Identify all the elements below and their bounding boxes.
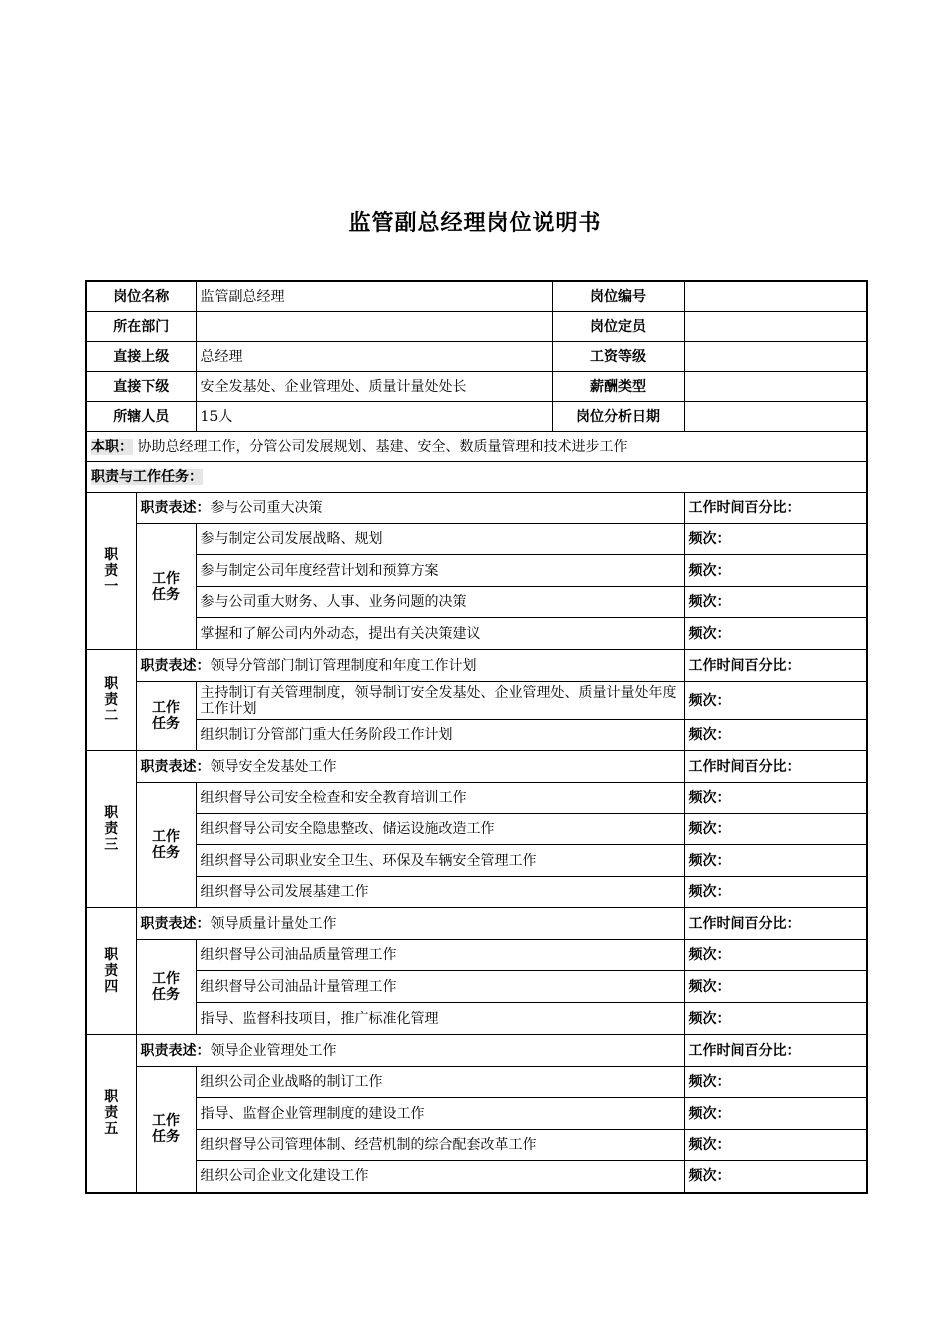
info-value	[196, 312, 552, 342]
task-row	[86, 720, 867, 751]
info-label: 直接下级	[86, 372, 196, 402]
task-row	[86, 814, 867, 845]
duty-label: 本职：	[91, 438, 133, 455]
duty-description-row	[86, 751, 867, 783]
frequency-label: 频次：	[684, 1067, 867, 1098]
page-title: 监管副总经理岗位说明书	[348, 211, 602, 236]
info-row	[86, 402, 867, 432]
frequency-label: 频次：	[684, 587, 867, 618]
task-text: 组织督导公司油品计量管理工作	[196, 971, 684, 1003]
info-label: 岗位名称	[86, 281, 196, 312]
frequency-label: 频次：	[684, 720, 867, 751]
task-text: 组织督导公司管理体制、经营机制的综合配套改革工作	[196, 1130, 684, 1161]
section-name-char: 职	[104, 1089, 119, 1106]
duty-description-text: 领导安全发基处工作	[210, 758, 337, 775]
duty-description-text: 领导企业管理处工作	[210, 1042, 337, 1059]
duty-description-cell	[136, 751, 684, 783]
duty-description-row	[86, 908, 867, 940]
task-text: 掌握和了解公司内外动态，提出有关决策建议	[196, 618, 684, 650]
task-row	[86, 587, 867, 618]
frequency-label: 频次：	[684, 1098, 867, 1130]
frequency-label: 频次：	[684, 1003, 867, 1035]
info-label: 岗位编号	[552, 281, 684, 312]
duty-description-row	[86, 1035, 867, 1067]
section-name-char: 职	[104, 947, 119, 963]
work-task-label	[136, 524, 196, 650]
info-value	[684, 342, 867, 372]
task-row	[86, 682, 867, 720]
duty-description-text: 参与公司重大决策	[210, 500, 323, 516]
task-text: 参与公司重大财务、人事、业务问题的决策	[196, 587, 684, 618]
frequency-label: 频次：	[684, 814, 867, 845]
duty-description-label: 职责表述：	[140, 657, 211, 674]
work-task-label	[136, 783, 196, 908]
frequency-label: 频次：	[684, 682, 867, 720]
task-text: 参与制定公司发展战略、规划	[196, 524, 684, 555]
frequency-label: 频次：	[684, 940, 867, 971]
tasks-header-row	[86, 462, 867, 493]
section-name-char: 职	[104, 805, 119, 821]
section-name	[86, 908, 136, 1035]
work-task-label	[136, 940, 196, 1035]
task-row	[86, 877, 867, 908]
info-value	[684, 281, 867, 312]
frequency-label: 频次：	[684, 971, 867, 1003]
task-text: 参与制定公司年度经营计划和预算方案	[196, 555, 684, 587]
task-row	[86, 971, 867, 1003]
info-row	[86, 281, 867, 312]
duty-description-text: 领导分管部门制订管理制度和年度工作计划	[210, 657, 477, 674]
task-row	[86, 555, 867, 587]
section-name	[86, 650, 136, 751]
work-task-label-line: 任务	[152, 987, 180, 1003]
task-text: 组织公司企业文化建设工作	[196, 1161, 684, 1193]
task-text: 组织制订分管部门重大任务阶段工作计划	[196, 720, 684, 751]
tasks-header-cell	[86, 462, 867, 493]
section-name-char: 职	[104, 676, 119, 692]
section-name	[86, 493, 136, 650]
section-name-char: 二	[104, 708, 119, 724]
duty-description-label: 职责表述：	[140, 1042, 211, 1059]
task-row	[86, 1130, 867, 1161]
info-row	[86, 312, 867, 342]
info-value: 15人	[196, 402, 552, 432]
frequency-label: 频次：	[684, 845, 867, 877]
task-text: 组织督导公司安全隐患整改、储运设施改造工作	[196, 814, 684, 845]
section-name-char: 责	[104, 563, 119, 579]
frequency-label: 频次：	[684, 783, 867, 814]
info-label: 岗位定员	[552, 312, 684, 342]
task-row	[86, 618, 867, 650]
work-task-label	[136, 682, 196, 751]
section-name-char: 三	[104, 837, 119, 853]
duty-description-cell	[136, 650, 684, 682]
duty-description-label: 职责表述：	[140, 500, 211, 516]
duty-text: 协助总经理工作，分管公司发展规划、基建、安全、数质量管理和技术进步工作	[137, 438, 628, 455]
frequency-label: 频次：	[684, 618, 867, 650]
time-percentage-label: 工作时间百分比：	[684, 908, 867, 940]
time-percentage-label: 工作时间百分比：	[684, 751, 867, 783]
time-percentage-label: 工作时间百分比：	[684, 493, 867, 524]
frequency-label: 频次：	[684, 555, 867, 587]
section-name-char: 责	[104, 692, 119, 708]
section-name-char: 职	[104, 547, 119, 563]
task-text: 组织督导公司职业安全卫生、环保及车辆安全管理工作	[196, 845, 684, 877]
frequency-label: 频次：	[684, 524, 867, 555]
info-row	[86, 372, 867, 402]
task-text: 组织督导公司油品质量管理工作	[196, 940, 684, 971]
info-value: 安全发基处、企业管理处、质量计量处处长	[196, 372, 552, 402]
duty-description-row	[86, 650, 867, 682]
section-name-char: 四	[104, 979, 119, 995]
info-label: 岗位分析日期	[552, 402, 684, 432]
time-percentage-label: 工作时间百分比：	[684, 1035, 867, 1067]
section-name	[86, 751, 136, 908]
section-name-char: 五	[104, 1121, 119, 1138]
duty-row	[86, 432, 867, 462]
info-value	[684, 312, 867, 342]
work-task-label-line: 工作	[152, 570, 180, 587]
work-task-label-line: 工作	[152, 700, 180, 716]
info-label: 所在部门	[86, 312, 196, 342]
task-text: 指导、监督科技项目，推广标准化管理	[196, 1003, 684, 1035]
duty-description-row	[86, 493, 867, 524]
duty-description-label: 职责表述：	[140, 915, 211, 932]
task-row	[86, 940, 867, 971]
task-text: 组织督导公司发展基建工作	[196, 877, 684, 908]
info-label: 所辖人员	[86, 402, 196, 432]
task-text: 组织公司企业战略的制订工作	[196, 1067, 684, 1098]
section-name-char: 责	[104, 1105, 119, 1122]
section-name-char: 责	[104, 821, 119, 837]
job-description-table	[85, 280, 868, 1194]
task-text: 主持制订有关管理制度，领导制订安全发基处、企业管理处、质量计量处年度工作计划	[196, 682, 684, 720]
info-row	[86, 342, 867, 372]
duty-description-label: 职责表述：	[140, 758, 211, 775]
section-name-char: 责	[104, 963, 119, 979]
work-task-label	[136, 1067, 196, 1193]
work-task-label-line: 任务	[152, 586, 180, 603]
info-label: 工资等级	[552, 342, 684, 372]
task-text: 指导、监督企业管理制度的建设工作	[196, 1098, 684, 1130]
info-value	[684, 402, 867, 432]
task-row	[86, 1067, 867, 1098]
task-row	[86, 783, 867, 814]
work-task-label-line: 任务	[152, 845, 180, 861]
work-task-label-line: 任务	[152, 1129, 180, 1146]
task-row	[86, 1003, 867, 1035]
frequency-label: 频次：	[684, 1161, 867, 1193]
task-row	[86, 1098, 867, 1130]
info-value: 总经理	[196, 342, 552, 372]
duty-description-cell	[136, 1035, 684, 1067]
duty-description-cell	[136, 493, 684, 524]
work-task-label-line: 工作	[152, 829, 180, 845]
frequency-label: 频次：	[684, 877, 867, 908]
time-percentage-label: 工作时间百分比：	[684, 650, 867, 682]
work-task-label-line: 工作	[152, 1113, 180, 1130]
duty-cell	[86, 432, 867, 462]
work-task-label-line: 任务	[152, 716, 180, 732]
task-row	[86, 524, 867, 555]
info-label: 直接上级	[86, 342, 196, 372]
tasks-header: 职责与工作任务：	[91, 469, 203, 485]
responsibility-sections	[86, 493, 867, 1193]
info-value	[684, 372, 867, 402]
duty-description-cell	[136, 908, 684, 940]
info-label: 薪酬类型	[552, 372, 684, 402]
work-task-label-line: 工作	[152, 971, 180, 987]
task-row	[86, 1161, 867, 1193]
section-name-char: 一	[104, 579, 119, 595]
section-name	[86, 1035, 136, 1193]
duty-description-text: 领导质量计量处工作	[210, 915, 337, 932]
task-row	[86, 845, 867, 877]
info-value: 监管副总经理	[196, 281, 552, 312]
task-text: 组织督导公司安全检查和安全教育培训工作	[196, 783, 684, 814]
frequency-label: 频次：	[684, 1130, 867, 1161]
